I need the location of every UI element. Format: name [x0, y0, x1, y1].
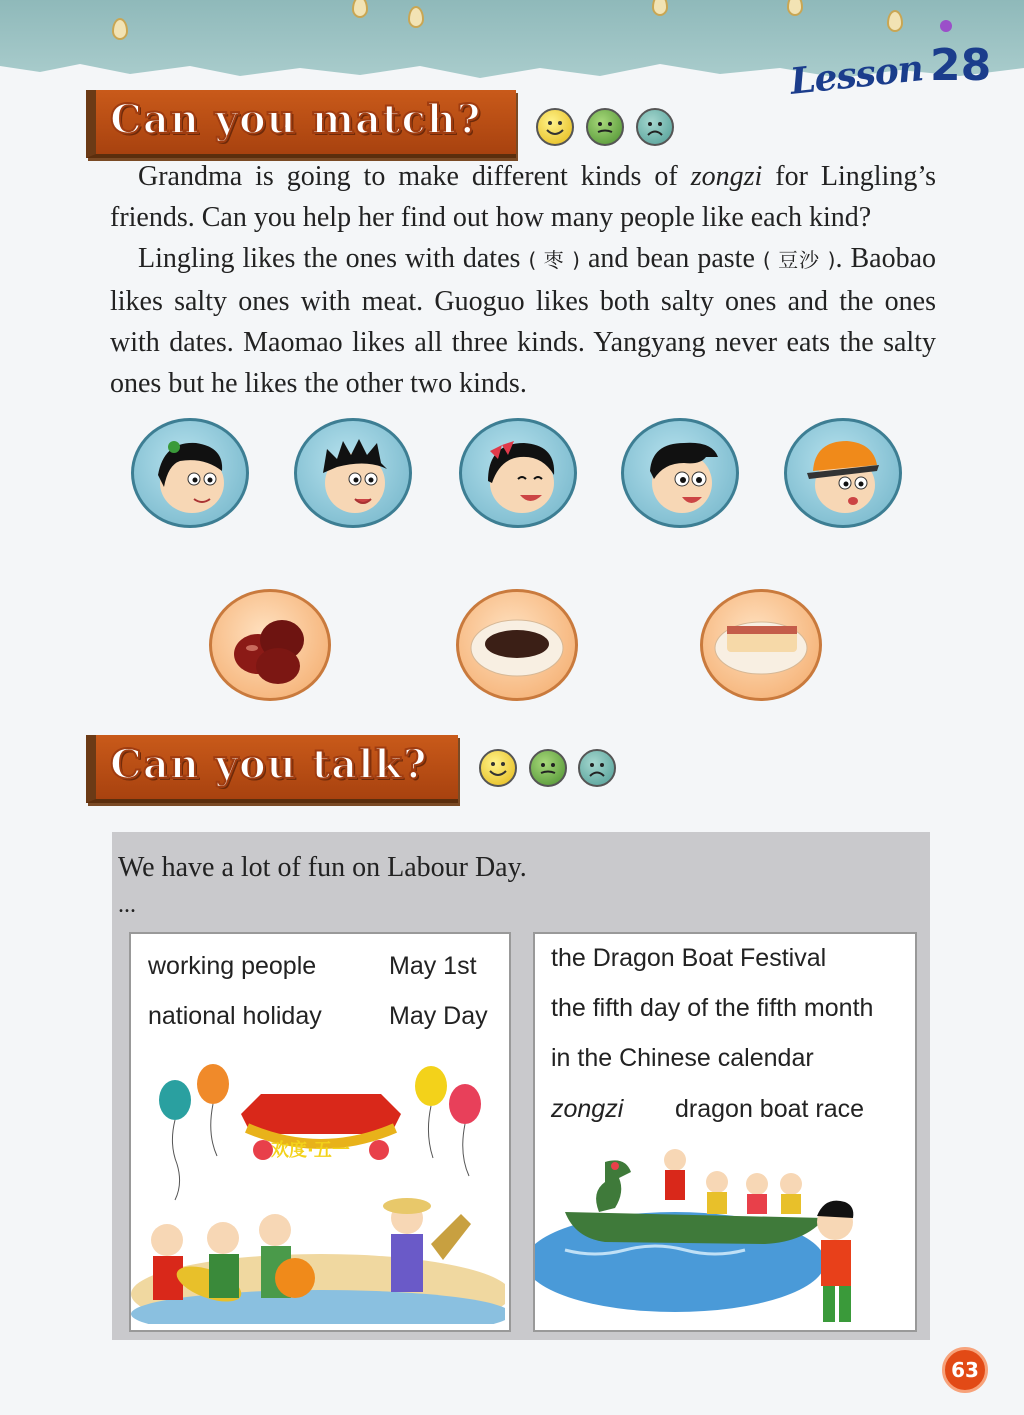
match-title: Can you match?	[110, 96, 482, 143]
labour-day-illustration	[131, 1064, 505, 1324]
chinese-gloss: ( 豆沙 )	[762, 248, 836, 272]
word-may-day: May Day	[389, 1002, 488, 1030]
chinese-gloss: ( 枣 )	[528, 248, 580, 272]
word-zongzi: zongzi	[551, 1095, 624, 1123]
child-avatar	[131, 418, 249, 528]
child-avatar	[784, 418, 902, 528]
sad-face-icon	[578, 749, 616, 787]
neutral-face-icon	[529, 749, 567, 787]
talk-box	[112, 832, 930, 1340]
paragraph-text: and bean paste	[579, 243, 755, 274]
talk-intro: We have a lot of fun on Labour Day.	[118, 852, 527, 883]
word-dragon-boat-festival: the Dragon Boat Festival	[551, 944, 827, 972]
sad-face-icon	[636, 108, 674, 146]
lesson-heading	[788, 40, 1000, 103]
talk-title: Can you talk?	[110, 741, 428, 788]
dates-food-icon	[209, 589, 331, 701]
page-number: 63	[942, 1347, 988, 1393]
lesson-number: 28	[930, 40, 992, 91]
drop-icon	[887, 10, 903, 32]
match-paragraph-1	[110, 156, 936, 238]
drop-icon	[352, 0, 368, 18]
drop-icon	[112, 18, 128, 40]
child-avatar	[459, 418, 577, 528]
paragraph-text: for Lingling’s friends. Can you help her find out how many people like each kind?	[110, 161, 937, 233]
bean-paste-food-icon	[456, 589, 578, 701]
dragon-boat-panel	[533, 932, 917, 1332]
paragraph-text: . Baobao likes salty ones with meat. Guoguo likes both salty ones and the ones with dates. Maomao likes all three kinds. Yangyang never eats the salty ones but he likes the other two kinds.	[110, 243, 937, 399]
happy-face-icon	[479, 749, 517, 787]
lesson-word: Lesson	[788, 47, 925, 103]
word-chinese-calendar: in the Chinese calendar	[551, 1044, 814, 1072]
neutral-face-icon	[586, 108, 624, 146]
labour-day-banner-text: 欢度·五一	[271, 1140, 350, 1161]
talk-banner	[86, 735, 458, 803]
labour-day-panel	[129, 932, 511, 1332]
match-paragraph-2	[110, 238, 936, 404]
child-avatar	[621, 418, 739, 528]
drop-icon	[408, 6, 424, 28]
happy-face-icon	[536, 108, 574, 146]
word-working-people: working people	[148, 952, 317, 980]
child-avatar	[294, 418, 412, 528]
dot-icon	[940, 20, 952, 32]
word-fifth-day: the fifth day of the fifth month	[551, 994, 874, 1022]
paragraph-text: Lingling likes the ones with dates	[138, 243, 521, 274]
word-dragon-boat-race: dragon boat race	[675, 1095, 865, 1123]
paragraph-text: Grandma is going to make different kinds of	[138, 161, 691, 192]
match-banner	[86, 90, 516, 158]
zongzi-word: zongzi	[690, 161, 763, 192]
meat-food-icon	[700, 589, 822, 701]
talk-ellipsis: ...	[118, 892, 136, 918]
word-national-holiday: national holiday	[148, 1002, 322, 1030]
word-may-1st: May 1st	[389, 952, 477, 980]
dragon-boat-illustration	[535, 1132, 911, 1328]
